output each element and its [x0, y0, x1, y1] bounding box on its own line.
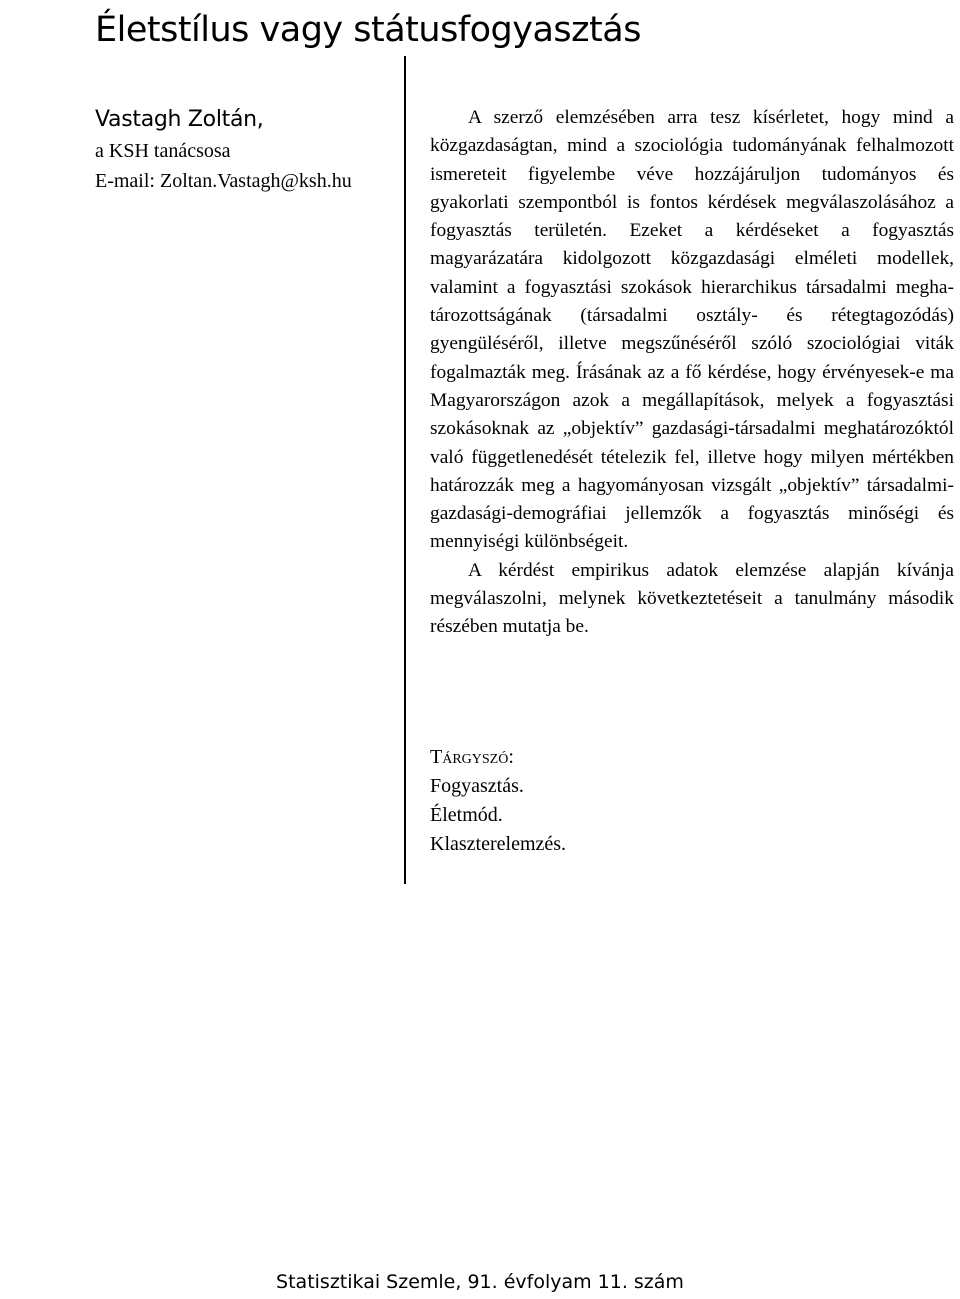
page-footer: Statisztikai Szemle, 91. évfolyam 11. szám: [276, 1271, 684, 1293]
keywords-block: [430, 743, 566, 859]
author-name: Vastagh Zoltán,: [95, 107, 264, 132]
abstract-paragraph: A szerző elemzésében arra tesz kísérletet, hogy mind a közgazdaságtan, mind a szociológia tudományának felhalmozott ismereteit figyelembe véve hozzájáruljon tudományos és gyakorlati szempontból is fontos kérdések megválaszolásához a fogyasztás területén. Ezeket a kérdéseket a fogyasztás magyarázatára kidolgozott közgazdasági elméleti modellek, valamint a fogyasztási szokások hierarchikus társadalmi meghatározottságának (társadalmi osztály- és rétegtagozódás) gyengüléséről, illetve megszűnéséről szóló szociológiai viták fogalmazták meg. Írásának az a fő kérdése, hogy érvényesek-e ma Magyarországon azok a megállapítások, melyek a fogyasztási szokásoknak az „objektív” gazdasági-társadalmi meghatározóktól való függetlenedését tételezik fel, illetve hogy milyen mértékben határozzák meg a hagyományosan vizsgált „objektív” társadalmi-gazdasági-demográfiai jellemzők a fogyasztás minőségi és mennyiségi különbségeit.: [430, 107, 954, 553]
author-block: [95, 104, 395, 196]
column-divider: [404, 56, 406, 884]
keywords-heading: Tárgyszó:: [430, 746, 514, 768]
author-affiliation: a KSH tanácsosa: [95, 140, 231, 162]
article-title: Életstílus vagy státusfogyasztás: [95, 10, 641, 50]
author-email: E-mail: Zoltan.Vastagh@ksh.hu: [95, 170, 352, 192]
abstract: [430, 104, 954, 642]
keyword-item: Életmód.: [430, 804, 503, 826]
keyword-item: Fogyasztás.: [430, 775, 524, 797]
keyword-item: Klaszterelemzés.: [430, 833, 567, 855]
abstract-paragraph: A kérdést empirikus adatok elemzése alapján kívánja megválaszolni, melynek következtetéseit a tanulmány második részében mutatja be.: [430, 559, 954, 638]
